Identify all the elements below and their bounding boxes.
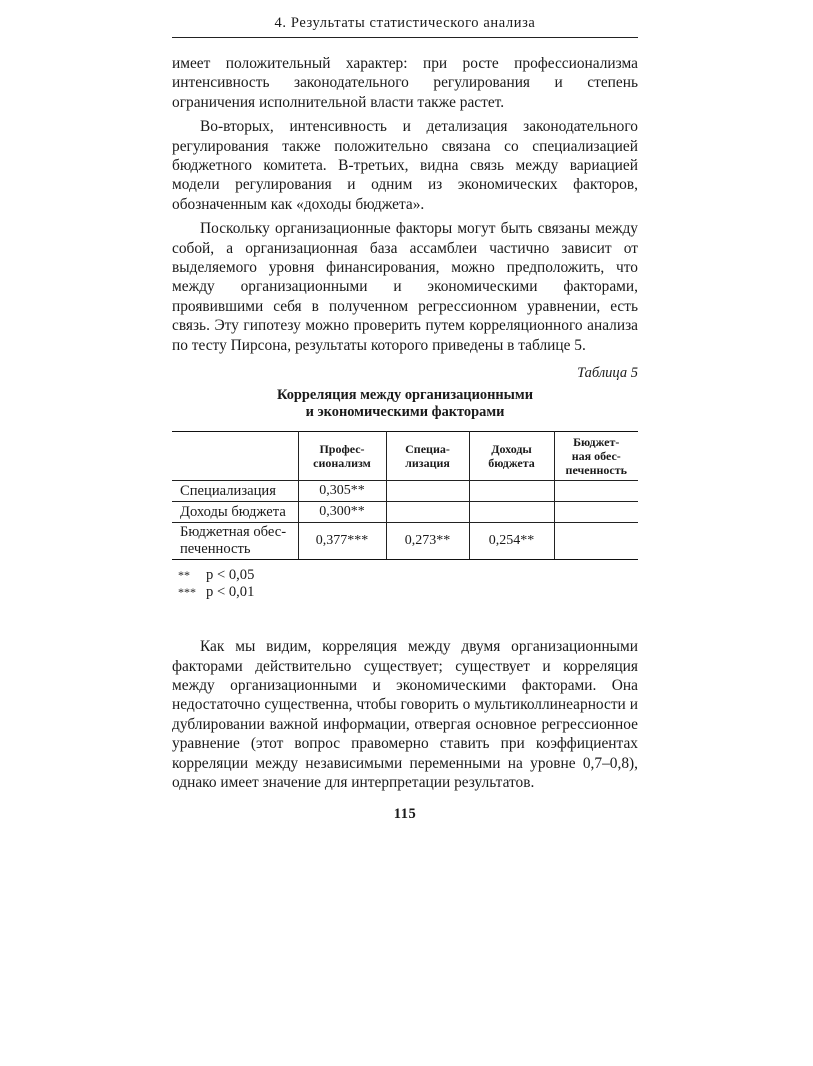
note-mark: *** xyxy=(178,585,196,600)
column-header-specialization xyxy=(386,432,469,481)
table-title-line-1: Корреляция между организационными xyxy=(276,387,533,404)
paragraph-4: Как мы видим, корреляция между двумя организационными факторами действительно существует; существует и корреляция между организационными и экономическими факторами. Она недостаточно существенна, чтобы говорить о мультиколлинеарности и дублировании важной информации, отвергая основное регрессионное уравнение (этот вопрос правомерно ставить при коэффициентах корреляции между независимыми переменными на уровне 0,7–0,8), однако имеет значение для интерпретации результатов. xyxy=(172,638,638,791)
table-cell xyxy=(469,481,554,502)
table-note xyxy=(178,567,638,584)
header-text-line: Доходы xyxy=(491,442,532,457)
header-text-line: Профес- xyxy=(319,442,365,457)
page-number: 115 xyxy=(393,806,417,823)
table-cell xyxy=(469,502,554,523)
table-cell: 0,300** xyxy=(298,502,386,523)
table-cell: 0,377*** xyxy=(298,523,386,560)
table-header-corner xyxy=(172,432,298,481)
table-caption: Таблица 5 xyxy=(577,365,638,382)
header-text-line: печенность xyxy=(565,463,627,478)
table-header-row xyxy=(172,432,638,481)
table-notes xyxy=(172,567,638,601)
table-cell: 0,273** xyxy=(386,523,469,560)
header-text-line: ная обес- xyxy=(571,449,621,464)
header-text-line: Специа- xyxy=(405,442,450,457)
row-label-line: печенность xyxy=(180,541,251,558)
table-cell xyxy=(554,481,638,502)
table-cell: 0,254** xyxy=(469,523,554,560)
column-header-professionalism xyxy=(298,432,386,481)
book-page xyxy=(172,12,638,823)
correlation-table xyxy=(172,431,638,560)
table-cell xyxy=(554,523,638,560)
table-note xyxy=(178,584,638,601)
table-row xyxy=(172,502,638,523)
row-label-budget-provision xyxy=(172,523,298,560)
table-cell: 0,305** xyxy=(298,481,386,502)
header-text-line: лизация xyxy=(405,456,450,471)
note-text: p < 0,05 xyxy=(206,567,255,584)
table-title xyxy=(172,387,638,421)
header-text-line: бюджета xyxy=(488,456,535,471)
correlation-table-wrapper xyxy=(172,431,638,560)
column-header-budget-provision xyxy=(554,432,638,481)
note-text: p < 0,01 xyxy=(206,584,255,601)
running-head: 4. Результаты статистического анализа xyxy=(172,12,638,38)
row-label-line: Бюджетная обес- xyxy=(180,524,287,541)
note-mark: ** xyxy=(178,568,190,583)
table-row xyxy=(172,523,638,560)
table-cell xyxy=(554,502,638,523)
table-row xyxy=(172,481,638,502)
table-cell xyxy=(386,502,469,523)
header-text-line: сионализм xyxy=(313,456,371,471)
table-title-line-2: и экономическими факторами xyxy=(305,404,505,421)
paragraph-2: Во-вторых, интенсивность и детализация законодательного регулирования также положительно связана со специализацией бюджетного комитета. В-третьих, видна связь между вариацией модели регулирования и одним из экономических факторов, обозначенным как «доходы бюджета». xyxy=(172,118,638,213)
column-header-budget-income xyxy=(469,432,554,481)
table-cell xyxy=(386,481,469,502)
header-text-line: Бюджет- xyxy=(573,435,620,450)
row-label-specialization: Специализация xyxy=(172,481,298,502)
row-label-budget-income: Доходы бюджета xyxy=(172,502,298,523)
paragraph-3: Поскольку организационные факторы могут быть связаны между собой, а организационная база ассамблеи частично зависит от выделяемого уровня финансирования, можно предположить, что между организационными и экономическими факторами, проявившими себя в полученном регрессионном уравнении, есть связь. Эту гипотезу можно проверить путем корреляционного анализа по тесту Пирсона, результаты которого приведены в таблице 5. xyxy=(172,220,638,354)
paragraph-1: имеет положительный характер: при росте профессионализма интенсивность законодательного регулирования и степень ограничения исполнительной власти также растет. xyxy=(172,55,638,111)
